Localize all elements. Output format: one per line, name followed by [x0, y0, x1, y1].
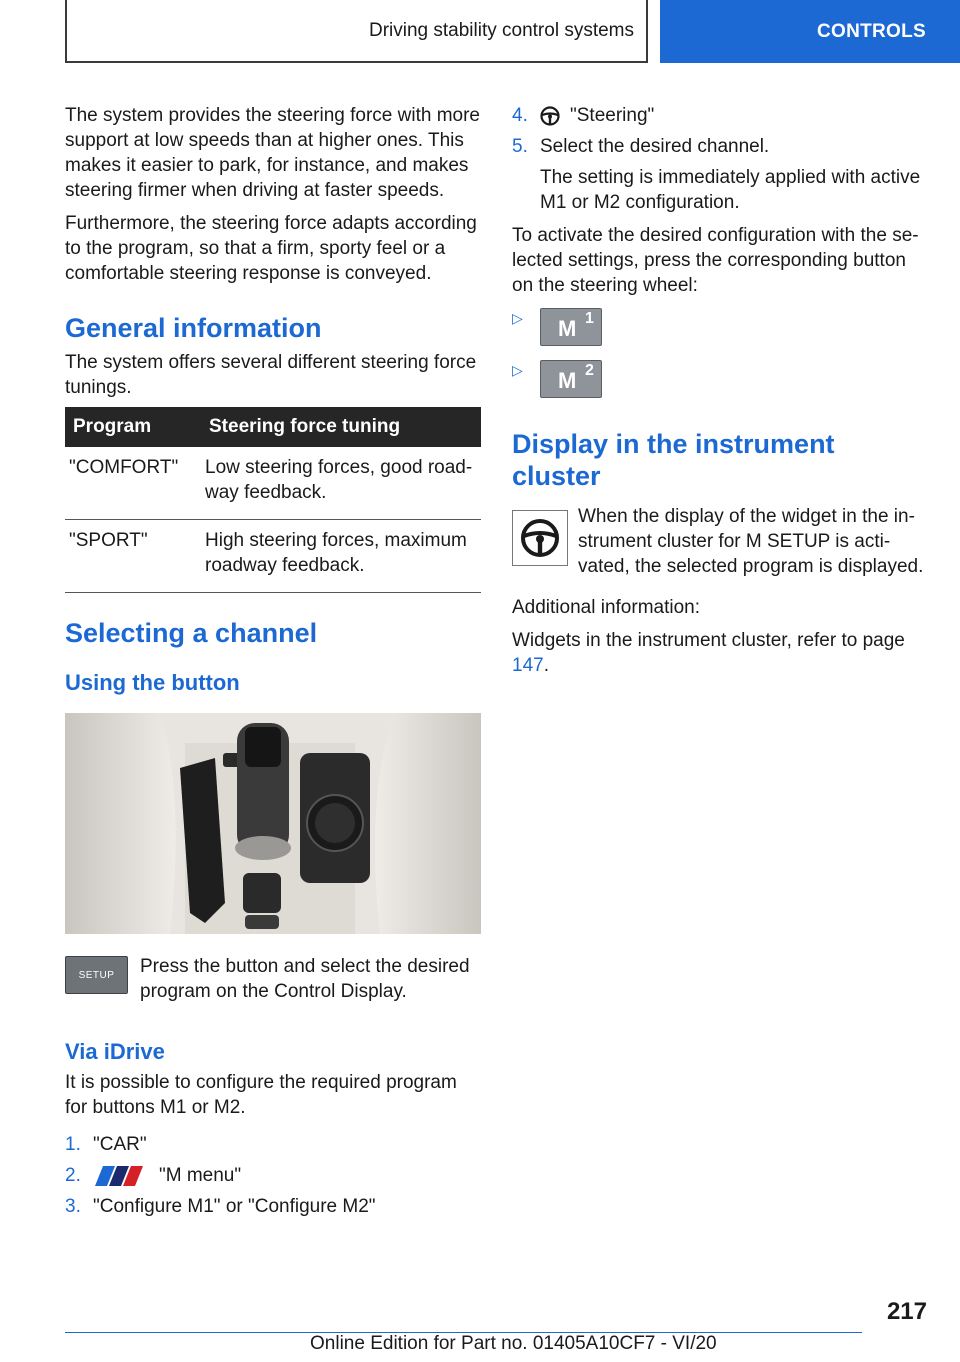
right-column [512, 103, 928, 686]
step-number: 5. [512, 136, 528, 157]
step-text: "Steering" [570, 105, 655, 126]
steering-wheel-icon [512, 510, 568, 566]
additional-information-label: Additional information: [512, 597, 700, 618]
widgets-end: . [543, 655, 549, 676]
page-reference-link[interactable]: 147 [512, 655, 544, 676]
step-text: "M menu" [159, 1165, 242, 1186]
table-header-program: Program [65, 407, 197, 447]
center-console-illustration [65, 713, 481, 934]
m2-button-icon [540, 360, 602, 398]
steering-wheel-icon [540, 106, 560, 126]
step-number: 3. [65, 1196, 81, 1217]
display-note [512, 504, 928, 579]
setup-button-icon [65, 956, 128, 994]
page-number: 217 [886, 1298, 927, 1325]
list-item [65, 1163, 481, 1188]
idrive-steps-list [65, 1132, 481, 1219]
m2-button-item [512, 360, 928, 398]
intro-paragraph-1: The system provides the steering force with more support at low speeds than at higher ones. This makes it easier to park, for instance, and makes steering firmer when driving at faster speeds. [65, 105, 481, 201]
chapter-title: CONTROLS [816, 20, 926, 42]
left-column [65, 103, 481, 1225]
display-text: When the display of the widget in the in-strument cluster for M SETUP is acti-vated, the selected program is displayed. [578, 506, 924, 577]
step-text: Select the desired channel. [540, 136, 770, 157]
m2-sup: 2 [585, 362, 594, 379]
m2-label: M [558, 368, 577, 393]
table-cell: "SPORT" [65, 520, 197, 593]
widgets-reference [512, 628, 928, 678]
setup-instruction [65, 954, 481, 1004]
section-header [65, 0, 648, 63]
table-cell: Low steering forces, good road-way feedback. [197, 447, 481, 520]
table-row [65, 447, 481, 520]
list-item [65, 1194, 481, 1219]
setup-button-label: SETUP [78, 969, 115, 981]
m1-label: M [558, 316, 577, 341]
triangle-bullet-icon: ▷ [512, 362, 523, 378]
step-subtext: The setting is immediately applied with active M1 or M2 configuration. [540, 167, 921, 213]
general-information-heading: General information [65, 313, 322, 343]
table-cell: High steering forces, maximum roadway feedback. [197, 520, 481, 593]
table-cell: "COMFORT" [65, 447, 197, 520]
list-item [512, 103, 928, 128]
activate-text: To activate the desired configuration with the se-lected settings, press the corresponding button on the steering wheel: [512, 225, 919, 296]
m1-sup: 1 [585, 310, 594, 327]
step-number: 2. [65, 1165, 81, 1186]
via-idrive-text: It is possible to configure the required program for buttons M1 or M2. [65, 1072, 457, 1118]
m1-button-icon [540, 308, 602, 346]
chapter-tab[interactable] [660, 0, 960, 63]
table-row [65, 520, 481, 593]
selecting-channel-heading: Selecting a channel [65, 618, 318, 648]
m-menu-stripes-icon [93, 1166, 149, 1186]
setup-text: Press the button and select the desired program on the Control Display. [140, 956, 470, 1002]
display-instrument-cluster-heading: Display in the instrument cluster [512, 429, 835, 491]
m1-button-item [512, 308, 928, 346]
list-item [512, 134, 928, 215]
list-item [65, 1132, 481, 1157]
step-text: "CAR" [93, 1134, 147, 1155]
edition-text: Online Edition for Part no. 01405A10CF7 - VI/20 [310, 1333, 717, 1354]
using-button-heading: Using the button [65, 670, 240, 695]
program-table [65, 407, 481, 593]
table-header-tuning: Steering force tuning [197, 407, 481, 447]
section-title: Driving stability control systems [368, 19, 634, 41]
general-information-text: The system offers several different steering force tunings. [65, 352, 477, 398]
intro-paragraph-2: Furthermore, the steering force adapts according to the program, so that a firm, sporty feel or a comfortable steering response is conveyed. [65, 213, 477, 284]
step-text: "Configure M1" or "Configure M2" [93, 1196, 376, 1217]
via-idrive-heading: Via iDrive [65, 1039, 165, 1064]
widgets-text: Widgets in the instrument cluster, refer to page [512, 630, 905, 651]
triangle-bullet-icon: ▷ [512, 310, 523, 326]
step-number: 4. [512, 105, 528, 126]
idrive-steps-list-continued [512, 103, 928, 215]
center-console-photo [65, 713, 481, 934]
step-number: 1. [65, 1134, 81, 1155]
